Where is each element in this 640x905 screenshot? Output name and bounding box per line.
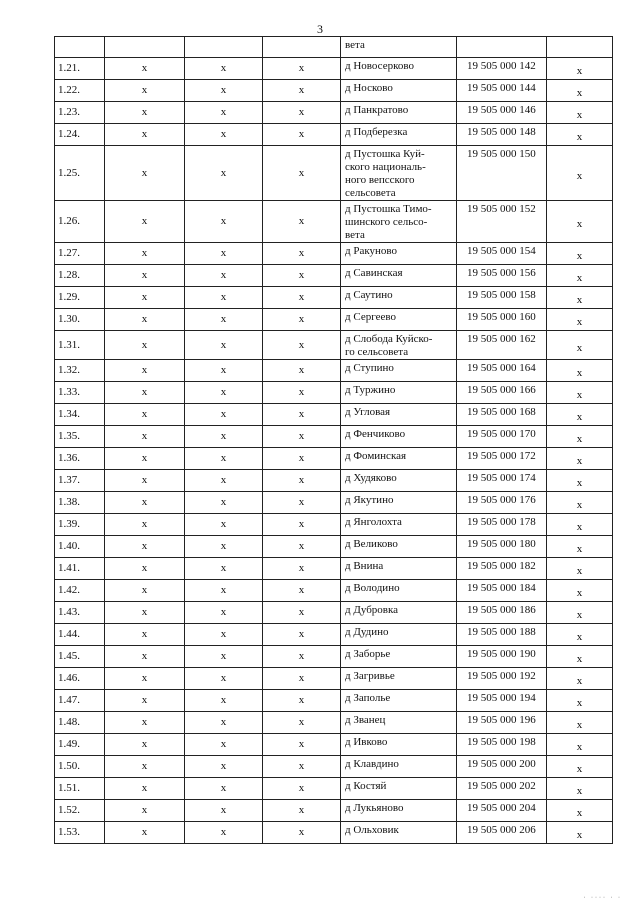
col-x: x [105, 800, 185, 822]
table-row [55, 201, 613, 243]
row-number: 1.31. [55, 331, 105, 360]
col-x: x [263, 426, 341, 448]
col-x: x [263, 800, 341, 822]
col-x: x [263, 470, 341, 492]
col-x-last: x [547, 470, 613, 492]
oktmo-code: 19 505 000 180 [457, 536, 547, 558]
settlement-name: д Пустошка Куй- ского националь- ного вепсского сельсовета [341, 146, 457, 201]
col-x: x [105, 470, 185, 492]
col-x-last: x [547, 602, 613, 624]
footer-scan-mark: · ···· · · [583, 895, 622, 901]
header-cell [263, 37, 341, 58]
col-x: x [105, 382, 185, 404]
col-x-last: x [547, 124, 613, 146]
oktmo-code: 19 505 000 184 [457, 580, 547, 602]
oktmo-code: 19 505 000 174 [457, 470, 547, 492]
settlement-name: д Ракуново [341, 243, 457, 265]
col-x-last: x [547, 492, 613, 514]
oktmo-code: 19 505 000 164 [457, 360, 547, 382]
table-row [55, 265, 613, 287]
table-row [55, 426, 613, 448]
row-number: 1.26. [55, 201, 105, 243]
oktmo-code: 19 505 000 190 [457, 646, 547, 668]
col-x: x [185, 309, 263, 331]
col-x-last: x [547, 624, 613, 646]
col-x-last: x [547, 734, 613, 756]
col-x-last: x [547, 102, 613, 124]
settlement-name: д Панкратово [341, 102, 457, 124]
col-x: x [185, 124, 263, 146]
col-x: x [105, 146, 185, 201]
oktmo-code: 19 505 000 158 [457, 287, 547, 309]
col-x: x [263, 448, 341, 470]
col-x: x [263, 360, 341, 382]
col-x: x [105, 243, 185, 265]
settlement-name: д Носково [341, 80, 457, 102]
table-row [55, 602, 613, 624]
oktmo-code: 19 505 000 182 [457, 558, 547, 580]
oktmo-code: 19 505 000 150 [457, 146, 547, 201]
col-x: x [185, 331, 263, 360]
col-x-last: x [547, 146, 613, 201]
col-x-last: x [547, 426, 613, 448]
oktmo-code: 19 505 000 160 [457, 309, 547, 331]
col-x: x [105, 492, 185, 514]
table-row [55, 102, 613, 124]
table-row [55, 146, 613, 201]
settlement-name: д Лукьяново [341, 800, 457, 822]
row-number: 1.21. [55, 58, 105, 80]
col-x: x [185, 646, 263, 668]
col-x-last: x [547, 287, 613, 309]
col-x: x [263, 690, 341, 712]
settlement-name: д Дудино [341, 624, 457, 646]
settlement-name: д Ивково [341, 734, 457, 756]
col-x: x [105, 426, 185, 448]
row-number: 1.50. [55, 756, 105, 778]
col-x-last: x [547, 331, 613, 360]
row-number: 1.53. [55, 822, 105, 844]
oktmo-code: 19 505 000 192 [457, 668, 547, 690]
row-number: 1.39. [55, 514, 105, 536]
col-x: x [105, 404, 185, 426]
oktmo-code: 19 505 000 200 [457, 756, 547, 778]
settlement-name: д Новосерково [341, 58, 457, 80]
col-x: x [105, 558, 185, 580]
row-number: 1.28. [55, 265, 105, 287]
col-x: x [185, 102, 263, 124]
row-number: 1.42. [55, 580, 105, 602]
col-x-last: x [547, 558, 613, 580]
col-x: x [263, 734, 341, 756]
col-x-last: x [547, 404, 613, 426]
settlement-name: д Внина [341, 558, 457, 580]
settlement-name: д Пустошка Тимо- шинского сельсо- вета [341, 201, 457, 243]
col-x: x [263, 624, 341, 646]
col-x: x [185, 360, 263, 382]
oktmo-code: 19 505 000 172 [457, 448, 547, 470]
col-x-last: x [547, 448, 613, 470]
col-x: x [185, 734, 263, 756]
table-row [55, 646, 613, 668]
col-x-last: x [547, 756, 613, 778]
col-x-last: x [547, 580, 613, 602]
oktmo-code: 19 505 000 178 [457, 514, 547, 536]
col-x: x [263, 102, 341, 124]
col-x: x [263, 146, 341, 201]
row-number: 1.23. [55, 102, 105, 124]
col-x: x [105, 778, 185, 800]
oktmo-code: 19 505 000 196 [457, 712, 547, 734]
col-x-last: x [547, 800, 613, 822]
row-number: 1.48. [55, 712, 105, 734]
col-x: x [263, 382, 341, 404]
settlement-name: д Ольховик [341, 822, 457, 844]
table-row [55, 822, 613, 844]
col-x: x [105, 360, 185, 382]
col-x-last: x [547, 536, 613, 558]
row-number: 1.22. [55, 80, 105, 102]
table-row [55, 558, 613, 580]
col-x: x [185, 514, 263, 536]
row-number: 1.51. [55, 778, 105, 800]
col-x: x [263, 404, 341, 426]
col-x: x [185, 712, 263, 734]
col-x: x [263, 756, 341, 778]
col-x: x [263, 712, 341, 734]
oktmo-code: 19 505 000 152 [457, 201, 547, 243]
col-x: x [185, 201, 263, 243]
settlement-name: д Володино [341, 580, 457, 602]
table-row [55, 124, 613, 146]
col-x: x [185, 602, 263, 624]
col-x-last: x [547, 712, 613, 734]
row-number: 1.52. [55, 800, 105, 822]
table-row [55, 309, 613, 331]
oktmo-code: 19 505 000 188 [457, 624, 547, 646]
col-x-last: x [547, 201, 613, 243]
settlement-name: д Фоминская [341, 448, 457, 470]
settlement-name: д Слобода Куйско- го сельсовета [341, 331, 457, 360]
table-row [55, 382, 613, 404]
col-x: x [105, 580, 185, 602]
table-row [55, 778, 613, 800]
col-x: x [263, 287, 341, 309]
col-x: x [263, 201, 341, 243]
col-x: x [105, 646, 185, 668]
col-x: x [263, 580, 341, 602]
row-number: 1.27. [55, 243, 105, 265]
col-x: x [185, 58, 263, 80]
settlement-name: д Угловая [341, 404, 457, 426]
col-x: x [185, 243, 263, 265]
oktmo-code: 19 505 000 154 [457, 243, 547, 265]
oktmo-code: 19 505 000 142 [457, 58, 547, 80]
col-x: x [105, 756, 185, 778]
header-cell [185, 37, 263, 58]
table-row [55, 331, 613, 360]
col-x: x [185, 756, 263, 778]
col-x: x [105, 124, 185, 146]
col-x: x [263, 668, 341, 690]
oktmo-code: 19 505 000 146 [457, 102, 547, 124]
col-x-last: x [547, 265, 613, 287]
col-x: x [105, 734, 185, 756]
table-row [55, 514, 613, 536]
oktmo-code: 19 505 000 168 [457, 404, 547, 426]
table-row [55, 470, 613, 492]
col-x-last: x [547, 243, 613, 265]
row-number: 1.38. [55, 492, 105, 514]
table-row [55, 360, 613, 382]
row-number: 1.44. [55, 624, 105, 646]
header-cell [457, 37, 547, 58]
oktmo-code: 19 505 000 166 [457, 382, 547, 404]
col-x: x [185, 492, 263, 514]
col-x: x [185, 382, 263, 404]
oktmo-code: 19 505 000 148 [457, 124, 547, 146]
table-row [55, 580, 613, 602]
row-number: 1.24. [55, 124, 105, 146]
col-x: x [185, 822, 263, 844]
col-x-last: x [547, 309, 613, 331]
settlement-name: д Туржино [341, 382, 457, 404]
col-x: x [185, 426, 263, 448]
col-x: x [185, 580, 263, 602]
col-x-last: x [547, 690, 613, 712]
col-x: x [263, 243, 341, 265]
col-x: x [263, 558, 341, 580]
oktmo-code: 19 505 000 162 [457, 331, 547, 360]
col-x: x [185, 536, 263, 558]
table-row [55, 448, 613, 470]
col-x-last: x [547, 514, 613, 536]
col-x: x [263, 58, 341, 80]
table-row [55, 536, 613, 558]
col-x: x [105, 331, 185, 360]
col-x: x [263, 80, 341, 102]
col-x: x [105, 102, 185, 124]
col-x: x [105, 624, 185, 646]
table-row [55, 712, 613, 734]
col-x: x [105, 602, 185, 624]
oktmo-code: 19 505 000 186 [457, 602, 547, 624]
col-x-last: x [547, 80, 613, 102]
row-number: 1.47. [55, 690, 105, 712]
col-x: x [105, 822, 185, 844]
settlement-name: д Саутино [341, 287, 457, 309]
row-number: 1.46. [55, 668, 105, 690]
table-row [55, 492, 613, 514]
col-x: x [263, 536, 341, 558]
row-number: 1.37. [55, 470, 105, 492]
col-x: x [263, 514, 341, 536]
col-x: x [185, 404, 263, 426]
col-x: x [185, 470, 263, 492]
col-x: x [185, 690, 263, 712]
col-x: x [105, 668, 185, 690]
settlement-name: д Худяково [341, 470, 457, 492]
oktmo-code: 19 505 000 176 [457, 492, 547, 514]
col-x-last: x [547, 778, 613, 800]
table-row [55, 243, 613, 265]
settlement-name: д Фенчиково [341, 426, 457, 448]
col-x-last: x [547, 822, 613, 844]
header-continuation-row [55, 37, 613, 58]
settlement-name: д Клавдино [341, 756, 457, 778]
row-number: 1.41. [55, 558, 105, 580]
col-x: x [105, 712, 185, 734]
table-row [55, 404, 613, 426]
row-number: 1.45. [55, 646, 105, 668]
header-name-continuation: вета [341, 37, 457, 58]
row-number: 1.40. [55, 536, 105, 558]
col-x: x [263, 492, 341, 514]
col-x: x [185, 800, 263, 822]
col-x: x [105, 201, 185, 243]
header-cell [55, 37, 105, 58]
col-x: x [105, 287, 185, 309]
col-x: x [185, 146, 263, 201]
settlement-name: д Костяй [341, 778, 457, 800]
col-x: x [185, 778, 263, 800]
col-x: x [185, 558, 263, 580]
col-x-last: x [547, 646, 613, 668]
settlement-name: д Савинская [341, 265, 457, 287]
table-row [55, 668, 613, 690]
oktmo-code: 19 505 000 144 [457, 80, 547, 102]
row-number: 1.36. [55, 448, 105, 470]
col-x: x [185, 624, 263, 646]
row-number: 1.25. [55, 146, 105, 201]
col-x: x [105, 448, 185, 470]
col-x: x [185, 448, 263, 470]
col-x-last: x [547, 58, 613, 80]
settlement-name: д Якутино [341, 492, 457, 514]
col-x: x [105, 309, 185, 331]
col-x: x [263, 822, 341, 844]
oktmo-code: 19 505 000 198 [457, 734, 547, 756]
col-x: x [105, 690, 185, 712]
col-x: x [263, 124, 341, 146]
header-cell [105, 37, 185, 58]
table-row [55, 756, 613, 778]
table-row [55, 287, 613, 309]
settlement-name: д Подберезка [341, 124, 457, 146]
row-number: 1.49. [55, 734, 105, 756]
settlement-table [54, 36, 613, 844]
col-x: x [185, 668, 263, 690]
settlement-name: д Великово [341, 536, 457, 558]
settlement-name: д Дубровка [341, 602, 457, 624]
row-number: 1.32. [55, 360, 105, 382]
row-number: 1.33. [55, 382, 105, 404]
header-cell [547, 37, 613, 58]
col-x: x [105, 80, 185, 102]
col-x: x [105, 58, 185, 80]
col-x-last: x [547, 382, 613, 404]
col-x: x [263, 309, 341, 331]
oktmo-code: 19 505 000 170 [457, 426, 547, 448]
settlement-name: д Ступино [341, 360, 457, 382]
col-x: x [105, 536, 185, 558]
row-number: 1.34. [55, 404, 105, 426]
row-number: 1.29. [55, 287, 105, 309]
oktmo-code: 19 505 000 194 [457, 690, 547, 712]
table-row [55, 734, 613, 756]
col-x: x [263, 778, 341, 800]
oktmo-code: 19 505 000 206 [457, 822, 547, 844]
col-x: x [185, 80, 263, 102]
col-x: x [263, 646, 341, 668]
row-number: 1.30. [55, 309, 105, 331]
settlement-name: д Сергеево [341, 309, 457, 331]
oktmo-code: 19 505 000 202 [457, 778, 547, 800]
col-x: x [105, 514, 185, 536]
settlement-name: д Званец [341, 712, 457, 734]
col-x: x [263, 265, 341, 287]
col-x-last: x [547, 668, 613, 690]
page-number: 3 [317, 22, 323, 36]
row-number: 1.43. [55, 602, 105, 624]
settlement-name: д Янголохта [341, 514, 457, 536]
col-x: x [263, 331, 341, 360]
settlement-name: д Загривье [341, 668, 457, 690]
oktmo-code: 19 505 000 204 [457, 800, 547, 822]
settlement-name: д Заполье [341, 690, 457, 712]
col-x-last: x [547, 360, 613, 382]
settlement-name: д Заборье [341, 646, 457, 668]
col-x: x [185, 265, 263, 287]
col-x: x [263, 602, 341, 624]
col-x: x [105, 265, 185, 287]
table-row [55, 58, 613, 80]
table-row [55, 80, 613, 102]
col-x: x [185, 287, 263, 309]
oktmo-code: 19 505 000 156 [457, 265, 547, 287]
table-row [55, 624, 613, 646]
table-row [55, 800, 613, 822]
row-number: 1.35. [55, 426, 105, 448]
table-row [55, 690, 613, 712]
